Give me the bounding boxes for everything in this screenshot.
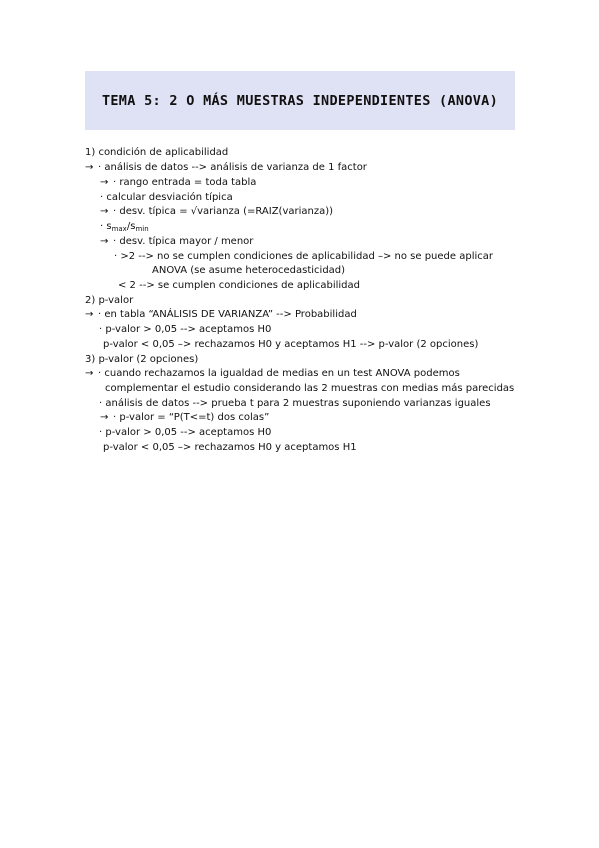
note-text: · en tabla “ANÁLISIS DE VARIANZA” --> Probabilidad	[98, 309, 357, 320]
arrow-icon: →	[100, 177, 109, 188]
section-2-heading: 2) p-valor	[85, 295, 134, 306]
title-banner	[85, 71, 515, 130]
note-text: · desv. típica mayor / menor	[113, 236, 254, 247]
arrow-icon: →	[85, 368, 94, 379]
note-line	[100, 411, 269, 424]
note-text: · rango entrada = toda tabla	[113, 177, 257, 188]
ratio-slash-s: /s	[126, 221, 136, 232]
ratio-s: · s	[100, 221, 112, 232]
section-3-heading: 3) p-valor (2 opciones)	[85, 354, 199, 365]
note-line	[100, 205, 333, 218]
note-text: · desv. típica = √varianza (=RAIZ(varianza))	[113, 206, 334, 217]
arrow-icon: →	[85, 162, 94, 173]
note-line	[100, 176, 256, 189]
note-text: · cuando rechazamos la igualdad de medias en un test ANOVA podemos	[98, 368, 460, 379]
note-line	[85, 161, 367, 174]
note-line-ratio	[100, 220, 149, 233]
page-title: TEMA 5: 2 O MÁS MUESTRAS INDEPENDIENTES (ANOVA)	[101, 92, 499, 109]
note-line: · >2 --> no se cumplen condiciones de aplicabilidad –> no se puede aplicar	[114, 251, 493, 262]
note-text: · análisis de datos --> análisis de varianza de 1 factor	[98, 162, 367, 173]
note-line	[85, 308, 357, 321]
note-line	[100, 235, 253, 248]
note-text: · p-valor = “P(T<=t) dos colas”	[113, 412, 270, 423]
note-line	[85, 367, 460, 380]
arrow-icon: →	[100, 412, 109, 423]
ratio-min: min	[135, 225, 149, 233]
section-1-heading: 1) condición de aplicabilidad	[85, 147, 229, 158]
ratio-max: max	[111, 225, 127, 233]
note-line: complementar el estudio considerando las 2 muestras con medias más parecidas	[105, 383, 515, 394]
arrow-icon: →	[85, 309, 94, 320]
note-line: p-valor < 0,05 –> rechazamos H0 y aceptamos H1 --> p-valor (2 opciones)	[103, 339, 479, 350]
arrow-icon: →	[100, 236, 109, 247]
note-line: · análisis de datos --> prueba t para 2 muestras suponiendo varianzas iguales	[99, 398, 491, 409]
note-line: · p-valor > 0,05 --> aceptamos H0	[99, 427, 272, 438]
note-line: ANOVA (se asume heterocedasticidad)	[152, 265, 346, 276]
note-line: · calcular desviación típica	[100, 192, 233, 203]
note-line: p-valor < 0,05 –> rechazamos H0 y aceptamos H1	[103, 442, 357, 453]
arrow-icon: →	[100, 206, 109, 217]
note-line: · p-valor > 0,05 --> aceptamos H0	[99, 324, 272, 335]
note-line: < 2 --> se cumplen condiciones de aplicabilidad	[118, 280, 360, 291]
